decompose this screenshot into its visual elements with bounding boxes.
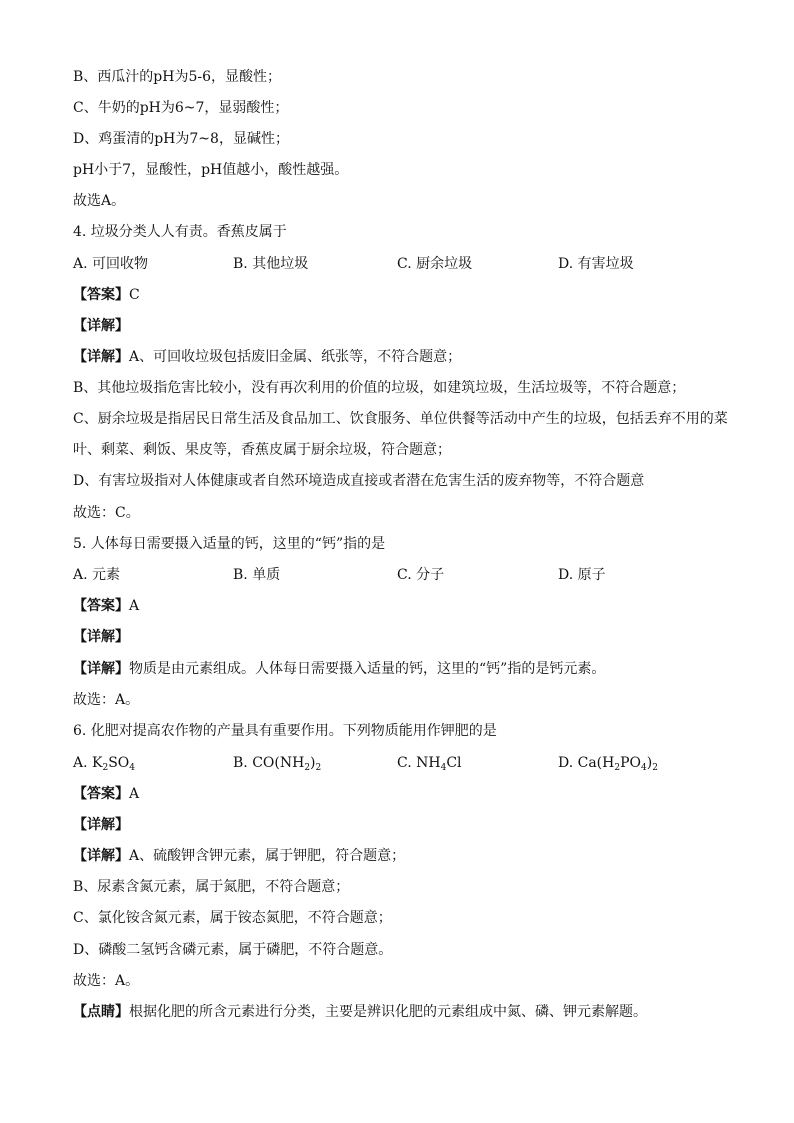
question-5-options	[73, 565, 773, 585]
q4-answer-tag: 【答案】	[73, 287, 129, 303]
q4-detail-line-1: 【详解】A、可回收垃圾包括废旧金属、纸张等，不符合题意；	[73, 349, 462, 365]
q4-conclusion: 故选：C。	[73, 505, 140, 521]
q5-option-b: B. 单质	[233, 567, 281, 583]
q4-answer-value: C	[129, 287, 140, 303]
q6-comment-tag: 【点睛】	[73, 1004, 129, 1020]
q4-detail-line-2: B、其他垃圾指危害比较小，没有再次利用的价值的垃圾，如建筑垃圾，生活垃圾等，不符合题意；	[73, 380, 686, 396]
q4-detail-tag: 【详解】	[73, 349, 129, 365]
text-line-conclusion-q3: 故选A。	[73, 193, 126, 209]
q6-option-d: D. $Ca(H_2PO_4)_2$	[558, 755, 658, 773]
question-6-options	[73, 753, 773, 773]
q5-option-c: C. 分子	[397, 567, 445, 583]
text-line-c-milk: C、牛奶的pH为6~7，显弱酸性；	[73, 100, 289, 116]
q6-detail-line-4: D、磷酸二氢钙含磷元素，属于磷肥，不符合题意。	[73, 942, 393, 958]
q4-option-b: B. 其他垃圾	[233, 256, 309, 272]
question-4-stem: 4. 垃圾分类人人有责。香蕉皮属于	[73, 224, 287, 240]
q6-detail-line-3: C、氯化铵含氮元素，属于铵态氮肥，不符合题意；	[73, 910, 392, 926]
q6-detail-line-2: B、尿素含氮元素，属于氮肥，不符合题意；	[73, 879, 350, 895]
q4-detail-line-5: D、有害垃圾指对人体健康或者自然环境造成直接或者潜在危害生活的废弃物等，不符合题意	[73, 473, 645, 489]
q4-detail-heading: 【详解】	[73, 318, 129, 334]
q5-answer-tag: 【答案】	[73, 598, 129, 614]
q6-detail-line-1: 【详解】A、硫酸钾含钾元素，属于钾肥，符合题意；	[73, 848, 406, 864]
q6-option-a: A. $K_2SO_4$	[73, 755, 136, 773]
q6-answer-value: A	[129, 786, 140, 802]
text-line-b-watermelon: B、西瓜汁的pH为5-6，显酸性；	[73, 69, 282, 85]
q6-detail-heading: 【详解】	[73, 817, 129, 833]
q4-option-a: A. 可回收物	[73, 256, 149, 272]
q4-option-c: C. 厨余垃圾	[397, 256, 473, 272]
q6-conclusion: 故选：A。	[73, 973, 140, 989]
q4-answer	[73, 285, 140, 305]
q6-option-b: B. $CO(NH_2)_2$	[233, 755, 322, 773]
q6-option-c: C. $NH_4Cl$	[397, 755, 462, 773]
q6-answer-tag: 【答案】	[73, 786, 129, 802]
q4-option-d: D. 有害垃圾	[558, 256, 634, 272]
q5-option-a: A. 元素	[73, 567, 121, 583]
question-5-stem: 5. 人体每日需要摄入适量的钙，这里的“钙”指的是	[73, 536, 386, 552]
q5-detail-tag: 【详解】	[73, 661, 129, 677]
q6-answer	[73, 784, 139, 804]
q4-detail-line-3: C、厨余垃圾是指居民日常生活及食品加工、饮食服务、单位供餐等活动中产生的垃圾，包括丢弃不用的菜	[73, 411, 728, 427]
q6-comment: 【点睛】根据化肥的所含元素进行分类，主要是辨识化肥的元素组成中氮、磷、钾元素解题。	[73, 1004, 647, 1020]
text-line-ph-summary: pH小于7，显酸性，pH值越小，酸性越强。	[73, 162, 349, 178]
q5-answer-value: A	[129, 598, 140, 614]
question-6-stem: 6. 化肥对提高农作物的产量具有重要作用。下列物质能用作钾肥的是	[73, 723, 497, 739]
q5-conclusion: 故选：A。	[73, 692, 140, 708]
q5-detail-line-1: 【详解】物质是由元素组成。人体每日需要摄入适量的钙，这里的“钙”指的是钙元素。	[73, 661, 606, 677]
q6-detail-tag: 【详解】	[73, 848, 129, 864]
q5-answer	[73, 596, 139, 616]
q5-option-d: D. 原子	[558, 567, 606, 583]
q5-detail-heading: 【详解】	[73, 629, 129, 645]
question-4-options	[73, 254, 773, 274]
q4-detail-line-4: 叶、剩菜、剩饭、果皮等，香蕉皮属于厨余垃圾，符合题意；	[73, 442, 451, 458]
text-line-d-egg-white: D、鸡蛋清的pH为7~8，显碱性；	[73, 131, 289, 147]
